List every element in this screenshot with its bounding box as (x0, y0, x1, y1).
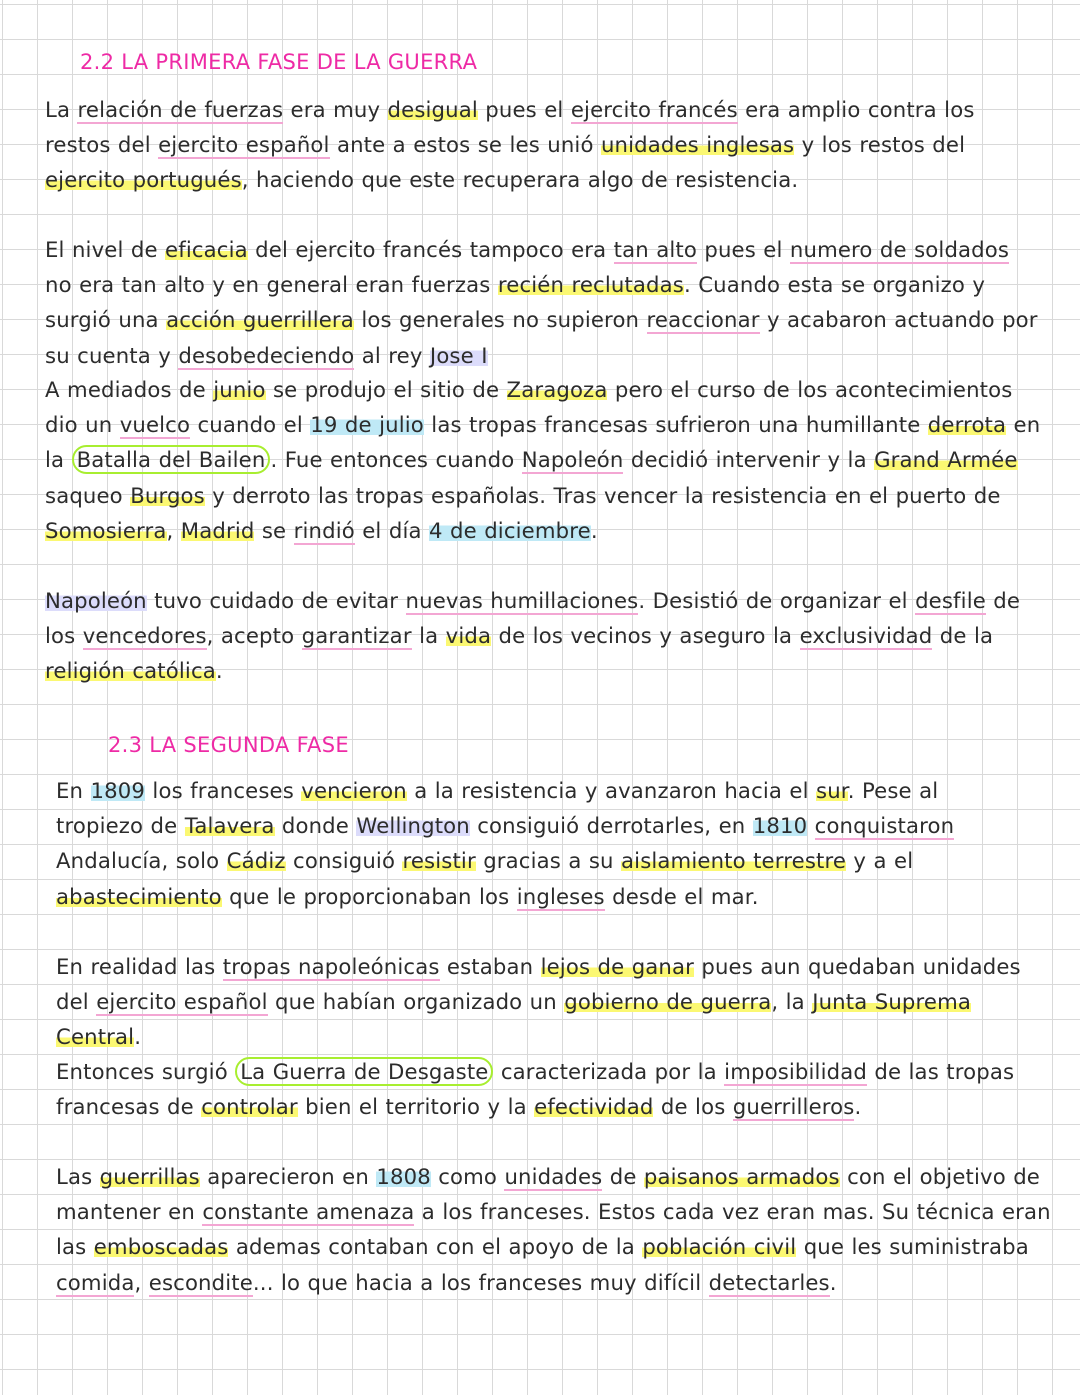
underlined-term: ingleses (516, 883, 605, 909)
underlined-term: conquistaron (814, 813, 955, 839)
underlined-term: ejercito español (158, 132, 330, 158)
highlighted-term: Zaragoza (506, 377, 608, 402)
underlined-term: unidades (504, 1164, 603, 1189)
underlined-term: vencedores (82, 623, 207, 649)
paragraph-eficacia: El nivel de eficacia del ejercito francés tampoco era tan alto pues el numero de soldados no era tan alto y en general eran fuerzas recién reclutadas. Cuando esta se organizo y surgió una acción guerrillera los generales no supieron reaccionar y acabaron actuando por su cuenta y desobedeciendo al rey Jose I (45, 237, 1038, 368)
highlighted-date: 4 de diciembre (429, 517, 591, 543)
underlined-term: numero de soldados (789, 237, 1010, 262)
highlighted-term: vida (445, 623, 492, 649)
paragraph-relacion-fuerzas: La relación de fuerzas era muy desigual pues el ejercito francés era amplio contra los restos del ejercito español ante a estos se les unió unidades inglesas y los restos del ejercito portugués, haciendo que este recuperara algo de resistencia. (45, 97, 975, 193)
underlined-term: relación de fuerzas (77, 97, 284, 122)
underlined-term: comida (56, 1269, 135, 1295)
highlighted-term: sur (816, 778, 848, 803)
underlined-term: detectarles (708, 1269, 830, 1295)
underlined-term: constante amenaza (202, 1199, 415, 1225)
underlined-term: ejercito español (96, 989, 268, 1015)
underlined-term: nuevas humillaciones (405, 588, 639, 613)
highlighted-term: Talavera (184, 813, 275, 839)
underlined-term: desfile (915, 588, 986, 613)
highlighted-date: 1808 (376, 1164, 431, 1189)
highlighted-term: gobierno de guerra (564, 989, 772, 1015)
highlighted-term: Somosierra (45, 517, 167, 543)
highlighted-term: controlar (201, 1094, 298, 1120)
section-heading-primera-fase: 2.2 LA PRIMERA FASE DE LA GUERRA (80, 50, 478, 74)
highlighted-term: población civil (642, 1234, 797, 1260)
highlighted-term: desigual (387, 97, 478, 122)
underlined-term: imposibilidad (724, 1059, 867, 1084)
highlighted-term: emboscadas (93, 1234, 229, 1260)
highlighted-term: Jose I (429, 342, 488, 368)
underlined-term: Napoleón (521, 447, 624, 473)
highlighted-term: eficacia (165, 237, 248, 262)
paragraph-guerra-desgaste: Entonces surgió La Guerra de Desgaste caracterizada por la imposibilidad de las tropas francesas de controlar bien el territorio y la efectividad de los guerrilleros. (56, 1059, 1015, 1120)
highlighted-term: Madrid (180, 517, 255, 543)
underlined-term: exclusividad (799, 623, 933, 649)
highlighted-term: recién reclutadas (497, 272, 684, 298)
highlighted-term: efectividad (534, 1094, 654, 1120)
underlined-term: tan alto (613, 237, 697, 262)
highlighted-term: Wellington (356, 813, 470, 839)
highlighted-term: unidades inglesas (600, 132, 795, 158)
highlighted-term: derrota (927, 412, 1007, 438)
highlighted-date: 19 de julio (310, 412, 424, 438)
paragraph-junta-suprema: En realidad las tropas napoleónicas estaban lejos de ganar pues aun quedaban unidades del ejercito español que habían organizado un gobierno de guerra, la Junta Suprema Central. (56, 954, 1021, 1050)
highlighted-date: 1809 (90, 778, 146, 803)
highlighted-term: Grand Armée (874, 447, 1018, 473)
highlighted-term: Cádiz (226, 848, 286, 874)
highlighted-term: Burgos (130, 482, 205, 508)
underlined-term: tropas napoleónicas (222, 954, 440, 979)
underlined-term: rindió (293, 517, 355, 543)
underlined-term: reaccionar (646, 307, 760, 333)
paragraph-guerrillas: Las guerrillas aparecieron en 1808 como unidades de paisanos armados con el objetivo de mantener en constante amenaza a los franceses. Estos cada vez eran mas. Su técnica eran las emboscadas ademas contaban con el apoyo de la población civil que les suministraba comida, escondite... lo que hacia a los franceses muy difícil detectarles. (56, 1164, 1051, 1295)
highlighted-term: paisanos armados (643, 1164, 840, 1189)
underlined-term: escondite (148, 1269, 253, 1295)
highlighted-term: resistir (402, 848, 476, 874)
highlighted-term: Napoleón (45, 588, 147, 613)
highlighted-term: vencieron (301, 778, 407, 803)
highlighted-term: lejos de ganar (540, 954, 694, 979)
paragraph-napoleon-humillaciones: Napoleón tuvo cuidado de evitar nuevas humillaciones. Desistió de organizar el desfile de los vencedores, acepto garantizar la vida de los vecinos y aseguro la exclusividad de la religión católica. (45, 588, 1021, 684)
underlined-term: desobedeciendo (178, 342, 355, 368)
highlighted-term: religión católica (45, 658, 216, 684)
underlined-term: garantizar (301, 623, 412, 649)
highlighted-term: Junta Suprema Central (56, 989, 971, 1050)
highlighted-term: aislamiento terrestre (621, 848, 847, 874)
highlighted-term: acción guerrillera (166, 307, 354, 333)
underlined-term: vuelco (119, 412, 191, 438)
highlighted-term: ejercito portugués (45, 167, 242, 193)
highlighted-date: 1810 (752, 813, 808, 839)
highlighted-term: guerrillas (99, 1164, 200, 1189)
underlined-term: guerrilleros (732, 1094, 855, 1120)
underlined-term: ejercito francés (570, 97, 738, 122)
circled-term: La Guerra de Desgaste (235, 1057, 493, 1086)
highlighted-term: abastecimiento (56, 883, 222, 909)
highlighted-term: junio (213, 377, 266, 402)
paragraph-1809-1810: En 1809 los franceses vencieron a la resistencia y avanzaron hacia el sur. Pese al tropiezo de Talavera donde Wellington consiguió derrotarles, en 1810 conquistaron Andalucía, solo Cádiz consiguió resistir gracias a su aislamiento terrestre y a el abastecimiento que le proporcionaban los ingleses desde el mar. (56, 778, 955, 909)
circled-term: Batalla del Bailen (72, 445, 271, 474)
paragraph-zaragoza-bailen: A mediados de junio se produjo el sitio de Zaragoza pero el curso de los acontecimientos dio un vuelco cuando el 19 de julio las tropas francesas sufrieron una humillante derrota en la Batalla del Bailen . Fue entonces cuando Napoleón decidió intervenir y la Grand Armée saqueo Burgos y derroto las tropas españolas. Tras vencer la resistencia en el puerto de Somosierra, Madrid se rindió el día 4 de diciembre. (45, 377, 1041, 543)
section-heading-segunda-fase: 2.3 LA SEGUNDA FASE (108, 733, 349, 757)
